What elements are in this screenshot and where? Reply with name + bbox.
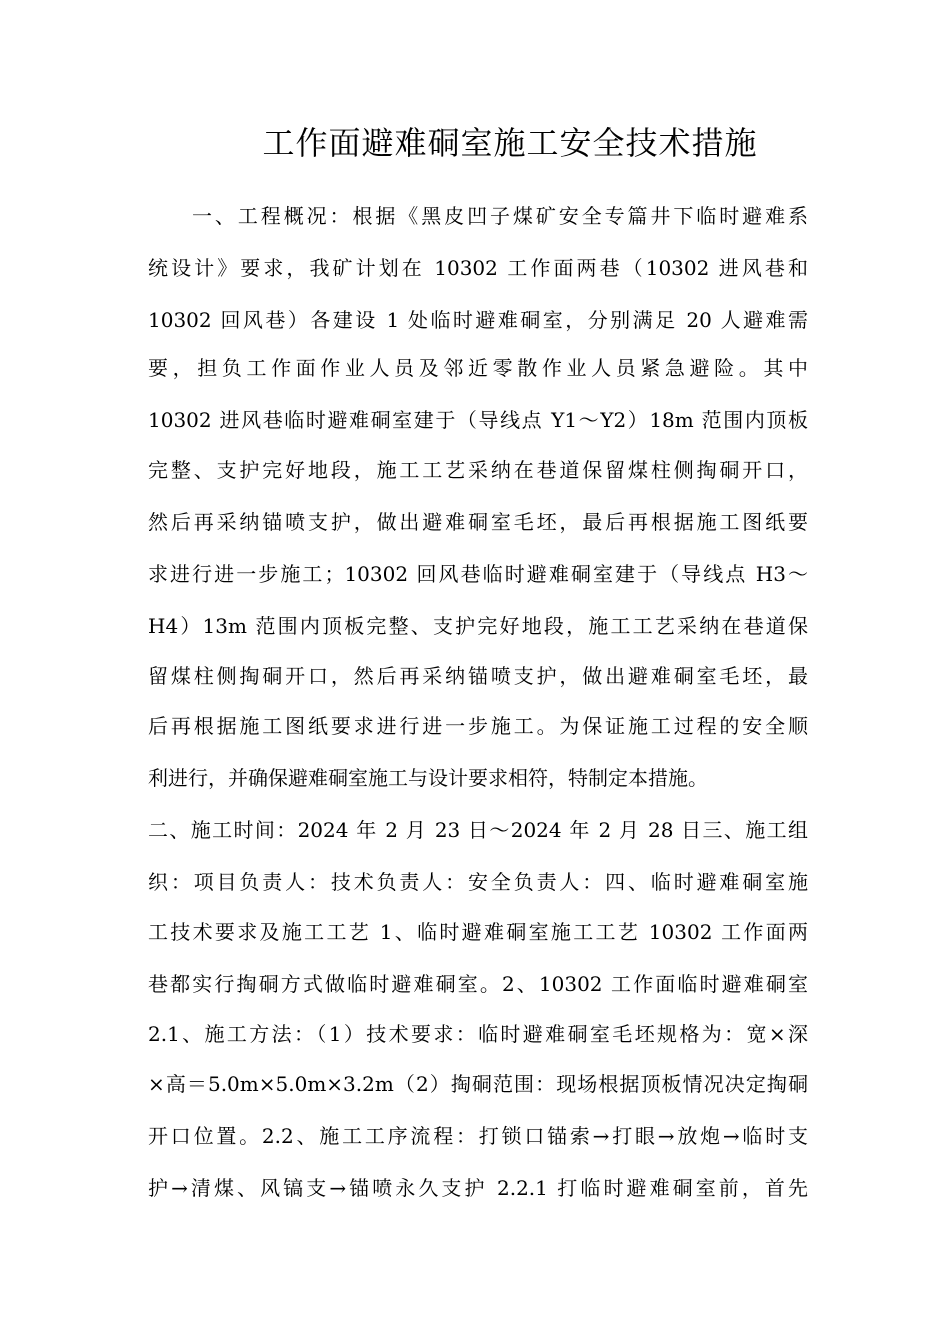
paragraph-line: 10302 回风巷）各建设 1 处临时避难硐室，分别满足 20 人避难需 (148, 308, 808, 332)
paragraph-line: 织：项目负责人：技术负责人：安全负责人：四、临时避难硐室施 (148, 870, 808, 894)
paragraph-line: 二、施工时间：2024 年 2 月 23 日～2024 年 2 月 28 日三、施工组 (148, 818, 808, 842)
paragraph-line: 10302 进风巷临时避难硐室建于（导线点 Y1～Y2）18m 范围内顶板 (148, 408, 808, 432)
paragraph-line: 利进行，并确保避难硐室施工与设计要求相符，特制定本措施。 (148, 766, 708, 790)
paragraph-line: 然后再采纳锚喷支护，做出避难硐室毛坯，最后再根据施工图纸要 (148, 510, 808, 534)
paragraph-line: 巷都实行掏硐方式做临时避难硐室。2、10302 工作面临时避难硐室 (148, 972, 808, 996)
paragraph-line: 统设计》要求，我矿计划在 10302 工作面两巷（10302 进风巷和 (148, 256, 808, 280)
paragraph-line: 求进行进一步施工；10302 回风巷临时避难硐室建于（导线点 H3～ (148, 562, 808, 586)
paragraph-line: 开口位置。2.2、施工工序流程：打锁口锚索→打眼→放炮→临时支 (148, 1124, 808, 1148)
paragraph-line: 工技术要求及施工工艺 1、临时避难硐室施工工艺 10302 工作面两 (148, 920, 808, 944)
paragraph-line: H4）13m 范围内顶板完整、支护完好地段，施工工艺采纳在巷道保 (148, 614, 808, 638)
document-title: 工作面避难硐室施工安全技术措施 (262, 124, 758, 162)
paragraph-line: 一、工程概况：根据《黑皮凹子煤矿安全专篇井下临时避难系 (192, 204, 808, 228)
paragraph-line: 留煤柱侧掏硐开口，然后再采纳锚喷支护，做出避难硐室毛坯，最 (148, 664, 808, 688)
paragraph-line: ×高＝5.0m×5.0m×3.2m（2）掏硐范围：现场根据顶板情况决定掏硐 (148, 1072, 808, 1096)
paragraph-line: 2.1、施工方法：（1）技术要求：临时避难硐室毛坯规格为：宽×深 (148, 1022, 808, 1046)
paragraph-line: 护→清煤、风镐支→锚喷永久支护 2.2.1 打临时避难硐室前，首先 (148, 1176, 808, 1200)
paragraph-line: 后再根据施工图纸要求进行进一步施工。为保证施工过程的安全顺 (148, 714, 808, 738)
paragraph-line: 完整、支护完好地段，施工工艺采纳在巷道保留煤柱侧掏硐开口， (148, 458, 808, 482)
paragraph-line: 要，担负工作面作业人员及邻近零散作业人员紧急避险。其中 (148, 356, 808, 380)
